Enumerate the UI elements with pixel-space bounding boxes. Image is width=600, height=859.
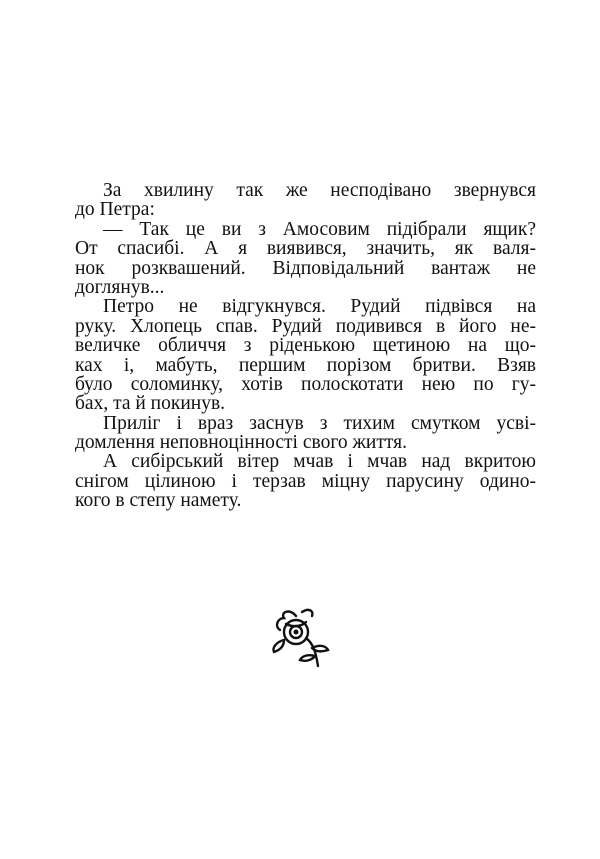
text-line: нок розквашений. Відповідальний вантаж не bbox=[75, 257, 536, 279]
text-line: Петро не відгукнувся. Рудий підвівся на bbox=[103, 296, 536, 318]
flower-ornament-icon bbox=[268, 604, 332, 668]
text-line: бах, та й покинув. bbox=[75, 393, 226, 415]
text-line: Приліг і враз заснув з тихим смутком усві- bbox=[103, 412, 536, 434]
text-line: величке обличчя з ріденькою щетиною на що- bbox=[75, 335, 536, 357]
text-line: доглянув... bbox=[75, 276, 165, 298]
text-line: руку. Хлопець спав. Рудий подивився в його не- bbox=[75, 315, 536, 337]
text-line: За хвилину так же несподівано звернувся bbox=[103, 180, 536, 201]
text-line: — Так це ви з Амосовим підібрали ящик? bbox=[103, 218, 536, 240]
text-line: ках і, мабуть, першим порізом бритви. Взяв bbox=[75, 354, 536, 376]
text-line: От спасибі. А я виявився, значить, як валя- bbox=[75, 238, 536, 260]
text-line: кого в степу намету. bbox=[75, 490, 242, 512]
text-line: А сибірський вітер мчав і мчав над вкритою bbox=[103, 451, 536, 473]
text-line: було соломинку, хотів полоскотати нею по гу- bbox=[75, 373, 536, 395]
text-line: снігом цілиною і терзав міцну парусину одино- bbox=[75, 470, 536, 492]
body-text bbox=[75, 181, 536, 511]
text-line: домлення неповноцінності свого життя. bbox=[75, 432, 407, 454]
text-line: до Петра: bbox=[75, 199, 155, 221]
